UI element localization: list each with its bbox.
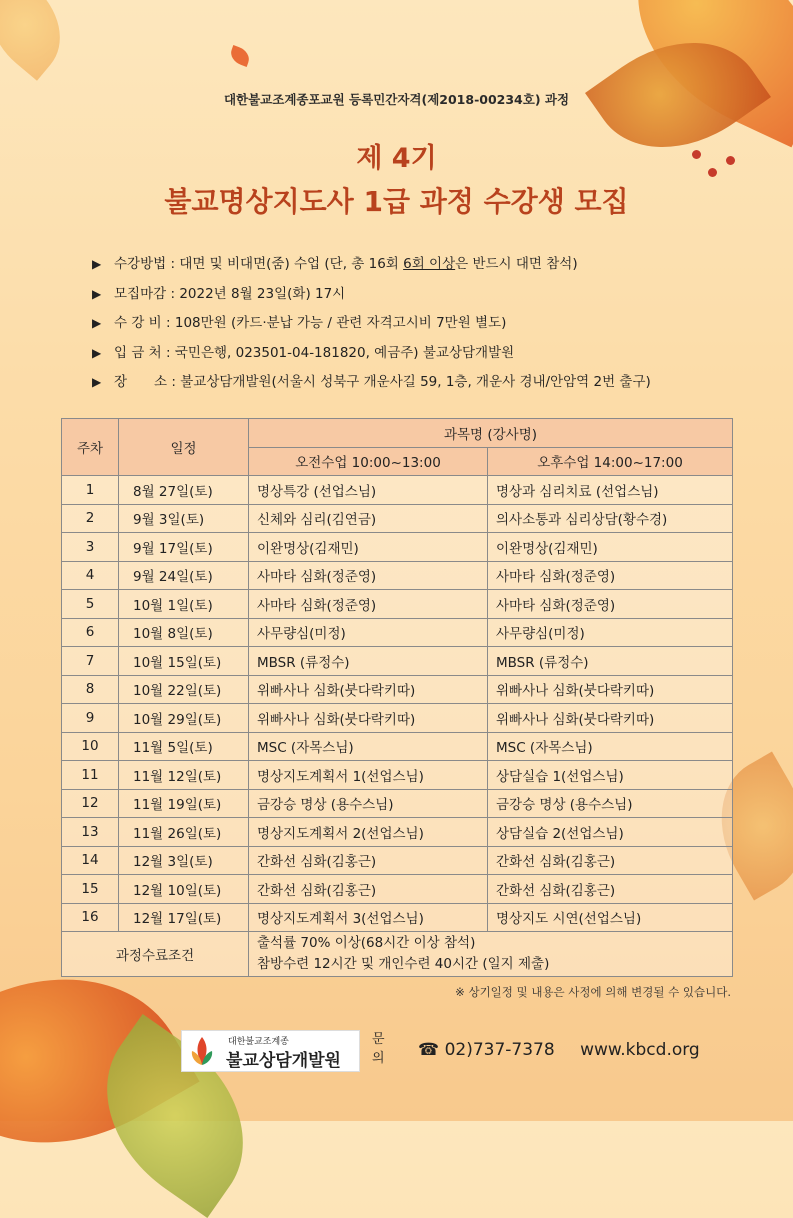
header-subject: 과목명 (강사명) [249,419,733,448]
logo-name: 불교상담개발원 [226,1051,341,1071]
info-value: 2022년 8월 23일(화) 17시 [179,285,346,302]
info-row [92,309,651,339]
info-value: 은 반드시 대면 참석) [455,256,578,272]
triangle-bullet-icon: ▶ [92,257,102,271]
cell-date: 11월 26일(토) [119,818,249,847]
lotus-logo-icon [188,1035,216,1067]
triangle-bullet-icon: ▶ [92,316,102,330]
table-row [62,533,733,562]
cell-date: 8월 27일(토) [119,476,249,505]
certification-header: 대한불교조계종포교원 등록민간자격(제2018-00234호) 과정 [223,92,570,107]
table-row [62,732,733,761]
table-row [62,818,733,847]
logo-subtitle: 대한불교조계종 [228,1037,289,1047]
info-row [92,280,651,310]
cell-week: 12 [62,789,119,818]
cell-afternoon: 명상지도 시연(선업스님) [488,903,733,932]
cell-morning: 금강승 명상 (용수스님) [249,789,488,818]
info-label: 장 소 [114,374,168,390]
triangle-bullet-icon: ▶ [92,345,102,360]
cell-week: 1 [62,476,119,505]
inquiry-label [372,1030,386,1068]
cell-morning: MBSR (류정수) [249,647,488,676]
cell-date: 10월 15일(토) [119,647,249,676]
table-row [62,875,733,904]
cell-week: 8 [62,675,119,704]
cell-afternoon: 간화선 심화(김홍근) [488,875,733,904]
cell-week: 16 [62,903,119,932]
phone-number: ☎ 02)737-7378 [418,1040,555,1060]
cell-afternoon: 의사소통과 심리상담(황수경) [488,504,733,533]
cell-afternoon: 간화선 심화(김홍근) [488,846,733,875]
info-colon: : [166,285,180,302]
maple-leaf-icon [228,45,252,67]
info-label: 수 강 비 [114,315,162,331]
cell-morning: 이완명상(김재민) [249,533,488,562]
completion-requirements [249,932,733,977]
cell-date: 10월 8일(토) [119,618,249,647]
info-value: 108만원 (카드·분납 가능 / 관련 자격고시비 7만원 별도) [174,315,507,331]
cell-date: 9월 3일(토) [119,504,249,533]
cell-afternoon: 상담실습 2(선업스님) [488,818,733,847]
cell-week: 3 [62,533,119,562]
cell-morning: 사마타 심화(정준영) [249,561,488,590]
cell-morning: 명상지도계획서 1(선업스님) [249,761,488,790]
cell-week: 5 [62,590,119,619]
cell-afternoon: 사마타 심화(정준영) [488,561,733,590]
table-row [62,704,733,733]
cell-morning: 간화선 심화(김홍근) [249,846,488,875]
completion-line: 출석률 70% 이상(68시간 이상 참석) [257,935,476,951]
table-row [62,561,733,590]
info-row [92,368,651,398]
table-row [62,789,733,818]
cell-afternoon: 이완명상(김재민) [488,533,733,562]
header-week: 주차 [62,419,119,476]
cell-week: 11 [62,761,119,790]
info-row [92,339,651,369]
info-colon: : [167,374,181,390]
info-colon: : [161,344,175,361]
change-notice: ※ 상기일정 및 내용은 사정에 의해 변경될 수 있습니다. [455,985,731,999]
cell-morning: 간화선 심화(김홍근) [249,875,488,904]
info-value-emphasis: 6회 이상 [403,256,456,272]
cell-date: 12월 3일(토) [119,846,249,875]
cell-date: 12월 10일(토) [119,875,249,904]
cell-date: 10월 1일(토) [119,590,249,619]
header-morning: 오전수업 10:00~13:00 [249,447,488,476]
cell-afternoon: 위빠사나 심화(붓다락키따) [488,704,733,733]
info-row [92,250,651,280]
table-row [62,504,733,533]
cell-date: 11월 12일(토) [119,761,249,790]
info-colon: : [166,256,180,272]
completion-label: 과정수료조건 [62,932,249,977]
info-list [92,250,651,398]
table-row [62,618,733,647]
cell-morning: 명상특강 (선업스님) [249,476,488,505]
cell-week: 9 [62,704,119,733]
cell-afternoon: 사무량심(미정) [488,618,733,647]
page-title-cohort: 제 4기 [356,143,437,174]
schedule-table [61,418,733,977]
triangle-bullet-icon: ▶ [92,375,102,389]
cell-week: 4 [62,561,119,590]
info-value: 불교상담개발원(서울시 성북구 개운사길 59, 1층, 개운사 경내/안암역 2번 출구) [180,374,651,390]
page-title: 불교명상지도사 1급 과정 수강생 모집 [164,185,629,218]
table-row [62,647,733,676]
cell-week: 10 [62,732,119,761]
header-afternoon: 오후수업 14:00~17:00 [488,447,733,476]
info-label: 입 금 처 [114,344,162,361]
cell-week: 7 [62,647,119,676]
cell-morning: 위빠사나 심화(붓다락키따) [249,675,488,704]
website-link[interactable]: www.kbcd.org [580,1040,700,1060]
table-row [62,761,733,790]
table-row [62,675,733,704]
cell-afternoon: 사마타 심화(정준영) [488,590,733,619]
cell-morning: 명상지도계획서 2(선업스님) [249,818,488,847]
triangle-bullet-icon: ▶ [92,286,102,301]
completion-line: 참방수련 12시간 및 개인수련 40시간 (일지 제출) [257,956,550,972]
cell-afternoon: MBSR (류정수) [488,647,733,676]
cell-week: 2 [62,504,119,533]
cell-morning: MSC (자목스님) [249,732,488,761]
cell-week: 14 [62,846,119,875]
header-date: 일정 [119,419,249,476]
info-value: 국민은행, 023501-04-181820, 예금주) 불교상담개발원 [174,344,515,361]
cell-morning: 명상지도계획서 3(선업스님) [249,903,488,932]
table-row [62,903,733,932]
cell-afternoon: 상담실습 1(선업스님) [488,761,733,790]
info-label: 수강방법 [114,256,167,272]
cell-afternoon: 금강승 명상 (용수스님) [488,789,733,818]
inquiry-char: 문 [372,1032,385,1047]
cell-afternoon: 명상과 심리치료 (선업스님) [488,476,733,505]
contact-info [418,1040,700,1060]
cell-date: 10월 29일(토) [119,704,249,733]
info-value: 대면 및 비대면(줌) 수업 (단, 총 16회 [179,256,404,272]
autumn-leaf-decoration [0,0,82,81]
organization-logo [181,1030,360,1072]
cell-morning: 사마타 심화(정준영) [249,590,488,619]
cell-afternoon: 위빠사나 심화(붓다락키따) [488,675,733,704]
cell-date: 10월 22일(토) [119,675,249,704]
cell-morning: 사무량심(미정) [249,618,488,647]
info-colon: : [161,315,175,331]
table-row [62,590,733,619]
table-row [62,476,733,505]
cell-date: 11월 5일(토) [119,732,249,761]
table-row [62,846,733,875]
cell-date: 9월 24일(토) [119,561,249,590]
cell-week: 6 [62,618,119,647]
cell-week: 13 [62,818,119,847]
info-label: 모집마감 [114,285,167,302]
cell-date: 11월 19일(토) [119,789,249,818]
cell-morning: 위빠사나 심화(붓다락키따) [249,704,488,733]
cell-afternoon: MSC (자목스님) [488,732,733,761]
cell-date: 12월 17일(토) [119,903,249,932]
inquiry-char: 의 [372,1051,385,1066]
cell-date: 9월 17일(토) [119,533,249,562]
cell-morning: 신체와 심리(김연금) [249,504,488,533]
cell-week: 15 [62,875,119,904]
